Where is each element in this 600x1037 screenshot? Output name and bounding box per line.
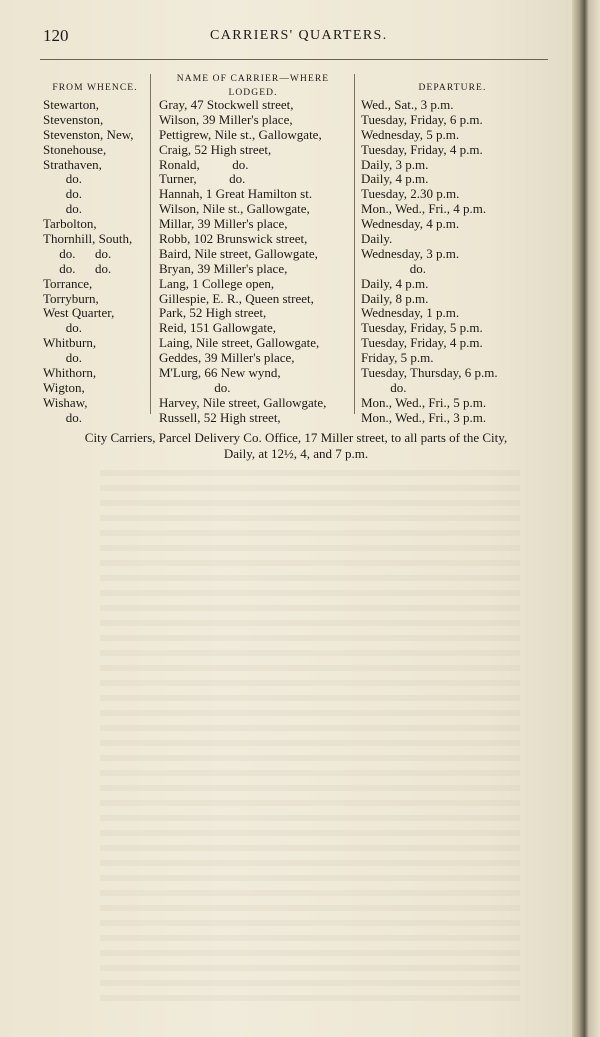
running-title: CARRIERS' QUARTERS.	[210, 28, 388, 43]
table-row	[40, 321, 550, 336]
from-cell: do.	[43, 320, 82, 336]
carrier-cell: Harvey, Nile street, Gallowgate,	[159, 394, 327, 410]
carrier-cell: Craig, 52 High street,	[159, 141, 272, 157]
from-cell: do.	[43, 409, 82, 425]
departure-cell: Tuesday, Thursday, 6 p.m.	[361, 365, 498, 381]
header-rule	[40, 59, 548, 60]
table-row	[40, 411, 550, 426]
carrier-cell: Robb, 102 Brunswick street,	[159, 231, 308, 247]
table-row	[40, 98, 550, 113]
table-row	[40, 158, 550, 173]
departure-cell: Tuesday, Friday, 4 p.m.	[361, 141, 483, 157]
carrier-cell: Reid, 151 Gallowgate,	[159, 320, 276, 336]
table-row	[40, 381, 550, 396]
table-row	[40, 217, 550, 232]
departure-cell: Wednesday, 3 p.m.	[361, 245, 460, 261]
table-row	[40, 232, 550, 247]
book-gutter	[572, 0, 600, 1037]
table-body	[40, 98, 550, 426]
carrier-cell: Geddes, 39 Miller's place,	[159, 350, 295, 366]
carrier-cell: M'Lurg, 66 New wynd,	[159, 365, 281, 381]
carrier-cell: Pettigrew, Nile st., Gallowgate,	[159, 126, 322, 142]
table-row	[40, 292, 550, 307]
departure-cell: Daily, 3 p.m.	[361, 156, 429, 172]
departure-cell: Daily, 4 p.m.	[361, 275, 429, 291]
page-number: 120	[43, 26, 69, 45]
departure-cell: Wed., Sat., 3 p.m.	[361, 97, 454, 112]
departure-cell: Friday, 5 p.m.	[361, 350, 434, 366]
table-row	[40, 351, 550, 366]
departure-cell: Daily, 4 p.m.	[361, 171, 429, 187]
from-cell: Torryburn,	[43, 290, 99, 306]
from-cell: Tarbolton,	[43, 216, 97, 232]
from-cell: Wigton,	[43, 379, 85, 395]
departure-cell: do.	[361, 379, 407, 395]
from-cell: Stevenston, New,	[43, 126, 134, 142]
table-row	[40, 172, 550, 187]
from-cell: Strathaven,	[43, 156, 102, 172]
carrier-cell: Gray, 47 Stockwell street,	[159, 97, 294, 112]
table-row	[40, 143, 550, 158]
departure-cell: Mon., Wed., Fri., 4 p.m.	[361, 201, 487, 217]
table-row	[40, 366, 550, 381]
from-cell: do. do.	[43, 245, 112, 261]
table-row	[40, 247, 550, 262]
from-cell: Thornhill, South,	[43, 231, 133, 247]
footer-line: Daily, at 12½, 4, and 7 p.m.	[223, 446, 369, 461]
departure-cell: Daily, 8 p.m.	[361, 290, 429, 306]
carrier-cell: do.	[159, 379, 231, 395]
departure-cell: Daily.	[361, 231, 393, 247]
table-row	[40, 113, 550, 128]
departure-cell: Mon., Wed., Fri., 3 p.m.	[361, 409, 487, 425]
departure-cell: Tuesday, Friday, 6 p.m.	[361, 111, 483, 127]
column-header-departure: DEPARTURE.	[418, 83, 487, 93]
carrier-cell: Turner, do.	[159, 171, 246, 187]
carrier-cell: Lang, 1 College open,	[159, 275, 275, 291]
departure-cell: Wednesday, 1 p.m.	[361, 305, 460, 321]
table-row	[40, 396, 550, 411]
footer-note	[40, 430, 552, 462]
carrier-cell: Wilson, 39 Miller's place,	[159, 111, 293, 127]
carrier-cell: Wilson, Nile st., Gallowgate,	[159, 201, 310, 217]
from-cell: Wishaw,	[43, 394, 88, 410]
carrier-cell: Bryan, 39 Miller's place,	[159, 260, 288, 276]
show-through-text	[100, 470, 520, 1010]
from-cell: Stonehouse,	[43, 141, 107, 157]
departure-cell: Tuesday, 2.30 p.m.	[361, 186, 460, 202]
from-cell: Whitburn,	[43, 335, 97, 351]
table-row	[40, 128, 550, 143]
carrier-cell: Ronald, do.	[159, 156, 249, 172]
departure-cell: do.	[361, 260, 426, 276]
from-cell: Whithorn,	[43, 365, 97, 381]
column-header-carrier: NAME OF CARRIER—WHERE LODGED.	[176, 74, 330, 98]
from-cell: do. do.	[43, 260, 112, 276]
page-header	[40, 26, 548, 50]
table-row	[40, 306, 550, 321]
departure-cell: Wednesday, 5 p.m.	[361, 126, 460, 142]
departure-cell: Tuesday, Friday, 4 p.m.	[361, 335, 483, 351]
departure-cell: Mon., Wed., Fri., 5 p.m.	[361, 394, 487, 410]
from-cell: Stevenston,	[43, 111, 104, 127]
carrier-cell: Gillespie, E. R., Queen street,	[159, 290, 314, 306]
footer-line: City Carriers, Parcel Delivery Co. Office, 17 Miller street, to all parts of the City,	[84, 430, 508, 445]
table-row	[40, 336, 550, 351]
column-header-from: FROM WHENCE.	[52, 83, 138, 93]
from-cell: do.	[43, 201, 82, 217]
carrier-cell: Park, 52 High street,	[159, 305, 267, 321]
from-cell: do.	[43, 171, 82, 187]
carrier-cell: Baird, Nile street, Gallowgate,	[159, 245, 318, 261]
from-cell: do.	[43, 186, 82, 202]
from-cell: do.	[43, 350, 82, 366]
from-cell: West Quarter,	[43, 305, 115, 321]
carrier-cell: Millar, 39 Miller's place,	[159, 216, 288, 232]
from-cell: Torrance,	[43, 275, 93, 291]
from-cell: Stewarton,	[43, 97, 99, 112]
table-row	[40, 262, 550, 277]
carrier-cell: Laing, Nile street, Gallowgate,	[159, 335, 320, 351]
departure-cell: Tuesday, Friday, 5 p.m.	[361, 320, 483, 336]
departure-cell: Wednesday, 4 p.m.	[361, 216, 460, 232]
carrier-cell: Hannah, 1 Great Hamilton st.	[159, 186, 313, 202]
carrier-cell: Russell, 52 High street,	[159, 409, 281, 425]
table-row	[40, 277, 550, 292]
table-row	[40, 187, 550, 202]
table-row	[40, 202, 550, 217]
